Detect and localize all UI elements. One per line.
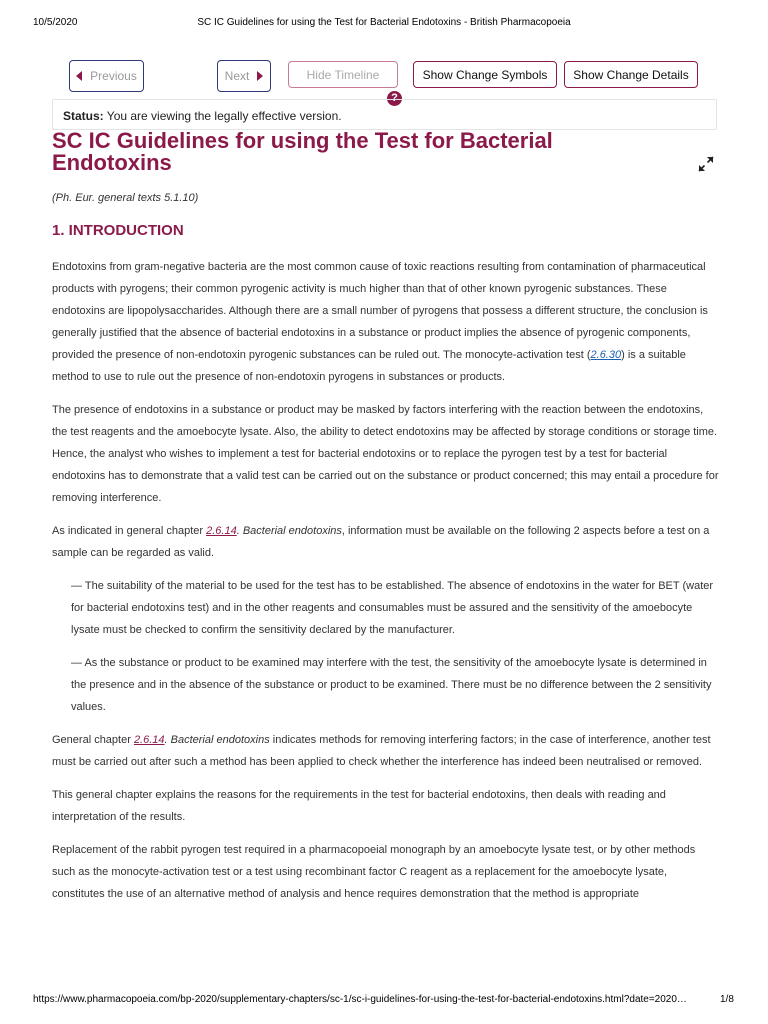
timeline-toolbar <box>0 61 768 93</box>
status-label: Status: <box>63 109 104 123</box>
expand-icon[interactable] <box>698 156 714 172</box>
document-body <box>52 256 720 916</box>
print-footer <box>0 994 768 1008</box>
paragraph-1-text-a: Endotoxins from gram-negative bacteria are the most common cause of toxic reactions resulting from contamination of pharmaceutical products with pyrogens; their common pyrogenic activity is much higher than that of other known pyrogenic substances. These endotoxins are lipopolysaccharides. Although there are a small number of pyrogens that possess a different structure, the conclusion is generally justified that the absence of bacterial endotoxins in a substance or product implies the absence of pyrogenic components, provided the presence of non-endotoxin pyrogenic substances can be ruled out. The monocyte-activation test ( <box>52 261 708 361</box>
paragraph-4-text-a: General chapter <box>52 734 134 746</box>
status-text: You are viewing the legally effective version. <box>106 109 342 123</box>
link-2-6-30[interactable]: 2.6.30 <box>590 349 622 361</box>
status-box <box>52 99 717 130</box>
page-title: SC IC Guidelines for using the Test for Bacterial Endotoxins <box>52 128 553 175</box>
next-button[interactable] <box>217 60 271 92</box>
hide-timeline-button[interactable]: Hide Timeline <box>288 61 398 88</box>
link-2-6-14-second[interactable]: 2.6.14 <box>133 734 165 746</box>
paragraph-1 <box>52 256 720 388</box>
chevron-right-icon <box>257 71 263 81</box>
show-change-symbols-button[interactable]: Show Change Symbols <box>413 61 557 88</box>
section-heading-introduction: 1. INTRODUCTION <box>52 222 184 239</box>
help-icon[interactable]: ? <box>387 91 402 106</box>
previous-button[interactable] <box>69 60 144 92</box>
paragraph-6: Replacement of the rabbit pyrogen test required in a pharmacopoeial monograph by an amoebocyte lysate test, or by other methods such as the monocyte-activation test or a test using recombinant factor C reagent as a replacement for the amoebocyte lysate, constitutes the use of an alternative method of analysis and hence requires demonstration that the method is appropriate <box>52 844 696 900</box>
paragraph-2: The presence of endotoxins in a substance or product may be masked by factors interfering with the reaction between the endotoxins, the test reagents and the amoebocyte lysate. Also, the ability to detect endotoxins may be affected by storage conditions or storage time. Hence, the analyst who wishes to implement a test for bacterial endotoxins or to replace the pyrogen test by a test for bacterial endotoxins has to demonstrate that a valid test can be carried out on the substance or product concerned; this may entail a procedure for removing interference. <box>52 404 719 504</box>
show-change-details-button[interactable]: Show Change Details <box>564 61 698 88</box>
paragraph-3-text-a: As indicated in general chapter <box>52 525 207 537</box>
document-subtitle: (Ph. Eur. general texts 5.1.10) <box>52 192 199 204</box>
print-page-title: SC IC Guidelines for using the Test for Bacterial Endotoxins - British Pharmacopoeia <box>197 17 571 28</box>
paragraph-4-text-b: indicates methods for removing interfering factors; in the case of interference, another test must be carried out after such a method has been applied to check whether the interference has indeed been neutralised or removed. <box>52 734 711 768</box>
next-label: Next <box>224 69 250 83</box>
print-page-number: 1/8 <box>720 994 734 1005</box>
previous-label: Previous <box>90 69 137 83</box>
print-header <box>0 17 768 31</box>
paragraph-3 <box>52 520 720 564</box>
paragraph-3-chapter-title: . Bacterial endotoxins <box>236 525 342 537</box>
print-url: https://www.pharmacopoeia.com/bp-2020/supplementary-chapters/sc-1/sc-i-guidelines-for-using-the-test-for-bacterial-endotoxins.html?date=2020… <box>33 994 687 1005</box>
paragraph-3-text-b: , information must be available on the following 2 aspects before a test on a sample can be regarded as valid. <box>52 525 710 559</box>
paragraph-4 <box>52 729 720 773</box>
paragraph-1-text-b: ) is a suitable method to use to rule out the presence of non-endotoxin pyrogens in substances or products. <box>52 349 686 383</box>
chevron-left-icon <box>76 71 82 81</box>
paragraph-4-chapter-title: . Bacterial endotoxins <box>164 734 270 746</box>
bullet-2: — As the substance or product to be examined may interfere with the test, the sensitivity of the amoebocyte lysate is determined in the presence and in the absence of the substance or product to be examined. There must be no difference between the 2 sensitivity values. <box>71 657 712 713</box>
bullet-1: — The suitability of the material to be used for the test has to be established. The absence of endotoxins in the water for BET (water for bacterial endotoxins test) and in the other reagents and consumables must be assured and the sensitivity of the amoebocyte lysate must be checked to confirm the sensitivity declared by the manufacturer. <box>71 580 714 636</box>
paragraph-5: This general chapter explains the reasons for the requirements in the test for bacterial endotoxins, then deals with reading and interpretation of the results. <box>52 789 666 823</box>
print-date: 10/5/2020 <box>33 17 78 28</box>
link-2-6-14[interactable]: 2.6.14 <box>206 525 237 537</box>
